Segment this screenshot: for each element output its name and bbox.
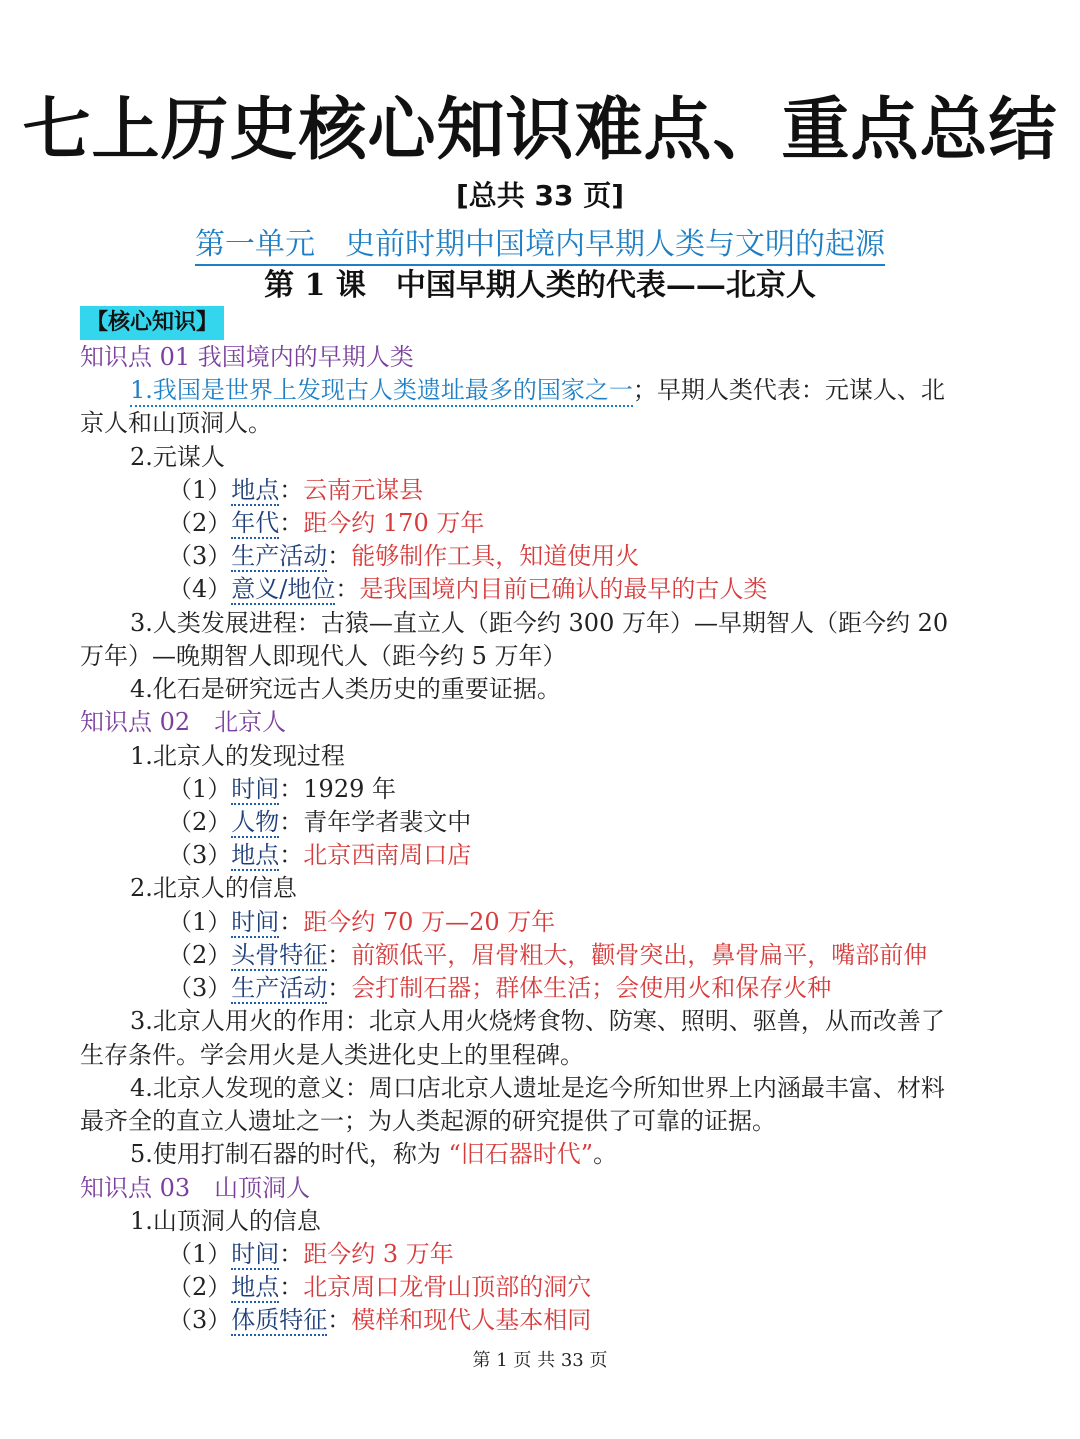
item-key: 生产活动 [231, 542, 328, 570]
item-sep: ： [279, 808, 304, 836]
item-sep: ： [327, 941, 352, 969]
item-value: 前额低平，眉骨粗大，颧骨突出，鼻骨扁平，嘴部前伸 [351, 941, 928, 969]
kp1-heading: 知识点 01 我国境内的早期人类 [80, 343, 414, 371]
document-title: 七上历史核心知识难点、重点总结 [22, 91, 1058, 170]
item-sep: ： [279, 908, 304, 936]
kp3-item [168, 1271, 1080, 1304]
item-sep: ： [279, 1240, 304, 1268]
item-value: 北京西南周口店 [303, 841, 472, 869]
kp2-discovery-item [168, 806, 1080, 839]
item-value: 距今约 170 万年 [303, 509, 485, 537]
item-value: 模样和现代人基本相同 [351, 1306, 592, 1334]
item-key: 时间 [231, 775, 280, 803]
kp1-p4: 4.化石是研究远古人类历史的重要证据。 [130, 675, 561, 703]
page-footer: 第 1 页 共 33 页 [472, 1350, 608, 1371]
item-sep: ： [279, 775, 304, 803]
item-number: （1） [168, 775, 232, 803]
kp1-p1 [130, 374, 1070, 407]
unit-title [0, 224, 1080, 266]
item-number: （3） [168, 841, 232, 869]
kp3-heading: 知识点 03 山顶洞人 [80, 1174, 311, 1202]
kp2-p2: 2.北京人的信息 [130, 874, 297, 902]
item-key: 体质特征 [231, 1306, 328, 1334]
kp2-p3-cont: 生存条件。学会用火是人类进化史上的里程碑。 [80, 1041, 584, 1069]
item-key: 地点 [231, 841, 280, 869]
item-key: 地点 [231, 1273, 280, 1301]
item-number: （2） [168, 808, 232, 836]
item-number: （1） [168, 476, 232, 504]
item-number: （2） [168, 509, 232, 537]
item-value: 距今约 3 万年 [303, 1240, 454, 1268]
kp2-p5-post: 。 [593, 1140, 618, 1168]
kp2-p5 [130, 1138, 1070, 1171]
item-number: （1） [168, 1240, 232, 1268]
item-key: 年代 [231, 509, 280, 537]
item-key: 意义/地位 [231, 575, 336, 603]
kp2-p1: 1.北京人的发现过程 [130, 742, 345, 770]
pages-total: [总共 33 页] [455, 179, 625, 212]
item-sep: ： [327, 974, 352, 1002]
core-knowledge-badge: 【核心知识】 [80, 306, 224, 340]
item-sep: ： [279, 509, 304, 537]
item-value: 云南元谋县 [303, 476, 424, 504]
kp2-p4: 4.北京人发现的意义：周口店北京人遗址是迄今所知世界上内涵最丰富、材料 [130, 1074, 945, 1102]
lesson-title: 第 1 课 中国早期人类的代表——北京人 [264, 268, 816, 303]
item-number: （1） [168, 908, 232, 936]
kp2-p5-highlight: “旧石器时代” [448, 1140, 594, 1168]
kp1-p1-rest: ；早期人类代表：元谋人、北 [632, 376, 945, 404]
item-value: 能够制作工具，知道使用火 [351, 542, 640, 570]
item-value: 青年学者裴文中 [303, 808, 472, 836]
kp1-item [168, 474, 1080, 507]
kp1-p2: 2.元谋人 [130, 443, 225, 471]
item-sep: ： [279, 1273, 304, 1301]
item-number: （2） [168, 941, 232, 969]
item-value: 1929 年 [303, 775, 396, 803]
kp1-item [168, 507, 1080, 540]
item-value: 北京周口龙骨山顶部的洞穴 [303, 1273, 592, 1301]
item-value: 距今约 70 万—20 万年 [303, 908, 556, 936]
item-key: 时间 [231, 908, 280, 936]
kp1-p1-cont: 京人和山顶洞人。 [80, 409, 272, 437]
kp2-info-item [168, 972, 1080, 1005]
kp3-item [168, 1238, 1080, 1271]
kp2-heading: 知识点 02 北京人 [80, 708, 287, 736]
item-key: 地点 [231, 476, 280, 504]
item-number: （2） [168, 1273, 232, 1301]
item-key: 人物 [231, 808, 280, 836]
kp2-p3: 3.北京人用火的作用：北京人用火烧烤食物、防寒、照明、驱兽，从而改善了 [130, 1007, 945, 1035]
item-number: （4） [168, 575, 232, 603]
kp2-p5-pre: 5.使用打制石器的时代，称为 [130, 1140, 449, 1168]
unit-title-text: 第一单元 史前时期中国境内早期人类与文明的起源 [195, 227, 885, 266]
kp1-p3: 3.人类发展进程：古猿—直立人（距今约 300 万年）—早期智人（距今约 20 [130, 609, 949, 637]
item-value: 是我国境内目前已确认的最早的古人类 [359, 575, 768, 603]
item-value: 会打制石器；群体生活；会使用火和保存火种 [351, 974, 832, 1002]
kp1-p1-highlight: 1.我国是世界上发现古人类遗址最多的国家之一 [130, 376, 633, 407]
kp1-p3-cont: 万年）—晚期智人即现代人（距今约 5 万年） [80, 642, 567, 670]
item-sep: ： [279, 476, 304, 504]
item-number: （3） [168, 542, 232, 570]
kp2-p4-cont: 最齐全的直立人遗址之一；为人类起源的研究提供了可靠的证据。 [80, 1107, 776, 1135]
item-sep: ： [327, 542, 352, 570]
item-number: （3） [168, 974, 232, 1002]
kp2-info-item [168, 939, 1080, 972]
kp2-discovery-item [168, 839, 1080, 872]
kp2-discovery-item [168, 773, 1080, 806]
item-number: （3） [168, 1306, 232, 1334]
kp3-p1: 1.山顶洞人的信息 [130, 1207, 321, 1235]
item-key: 时间 [231, 1240, 280, 1268]
item-key: 头骨特征 [231, 941, 328, 969]
kp1-item [168, 540, 1080, 573]
item-key: 生产活动 [231, 974, 328, 1002]
kp1-item [168, 573, 1080, 606]
item-sep: ： [279, 841, 304, 869]
kp2-info-item [168, 906, 1080, 939]
kp3-item [168, 1304, 1080, 1337]
item-sep: ： [327, 1306, 352, 1334]
item-sep: ： [335, 575, 360, 603]
